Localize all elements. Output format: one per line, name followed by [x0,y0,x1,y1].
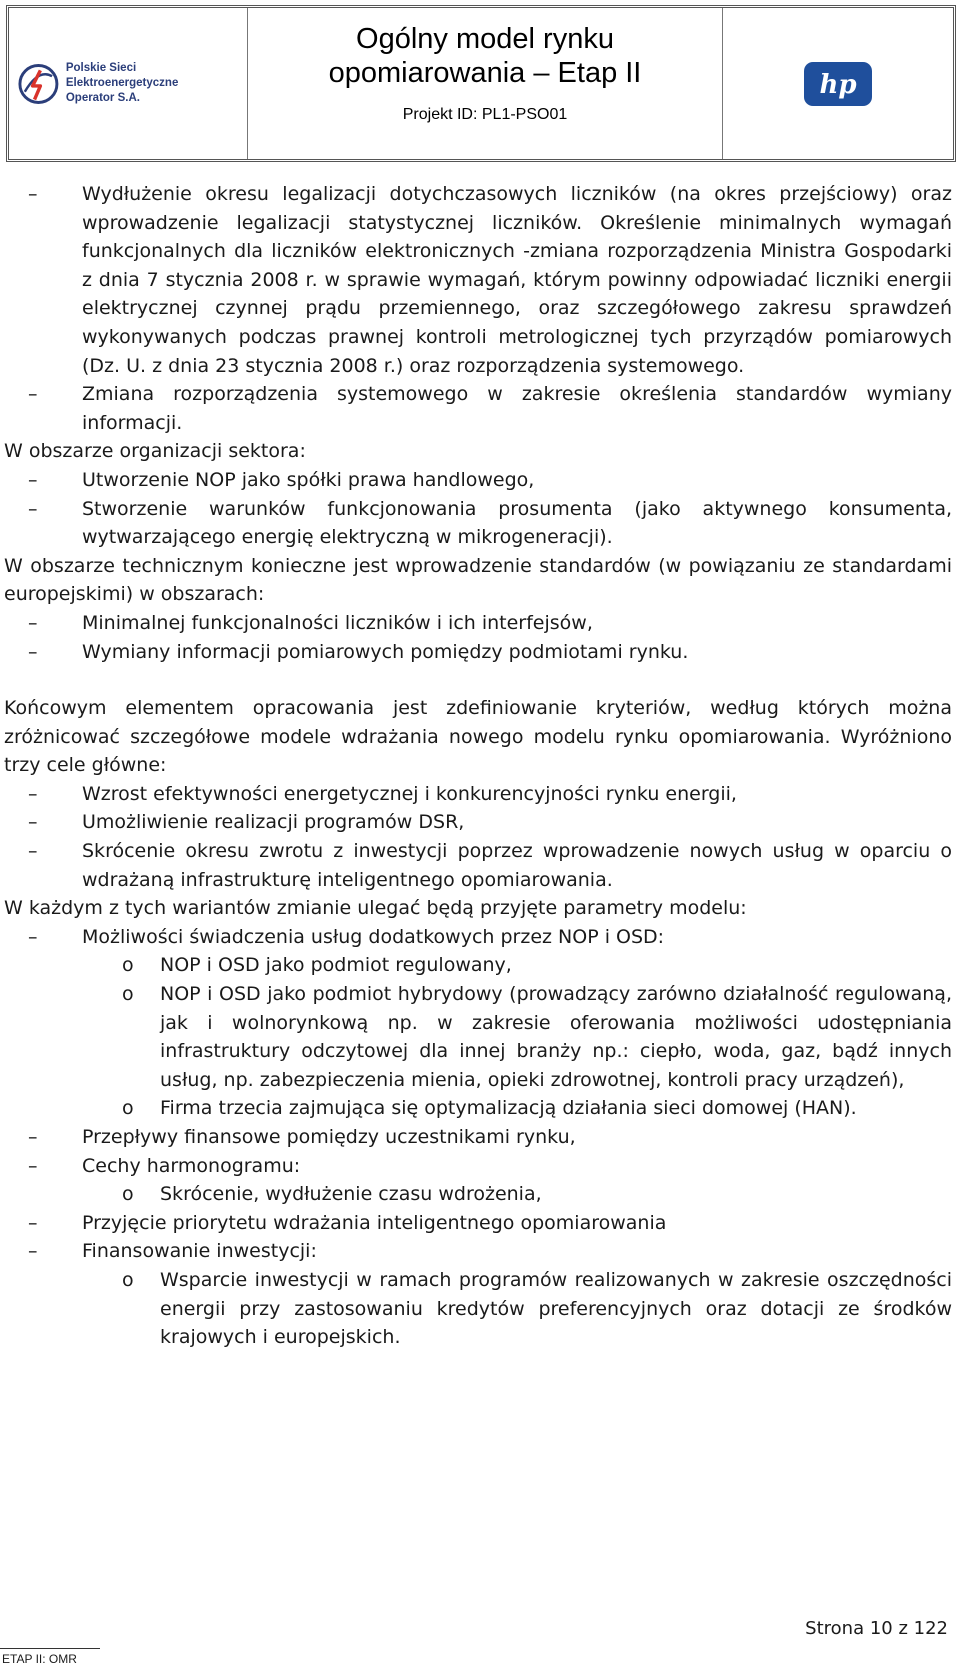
pse-logo-cell [9,8,248,159]
dash-bullet: – [28,840,38,863]
circle-bullet: o [122,1183,134,1206]
footer-label: ETAP II: OMR [2,1652,77,1666]
dash-bullet: – [28,640,38,663]
list-item-text: Minimalnej funkcjonalności liczników i ich interfejsów, [82,611,593,634]
list-item [4,1237,952,1266]
list-item [4,380,952,437]
list-item [4,780,952,809]
page-number: Strona 10 z 122 [805,1618,948,1639]
org-name-line1: Polskie Sieci Elektroenergetyczne [65,62,179,89]
list-item-text: Wydłużenie okresu legalizacji dotychczasowych liczników (na okres przejściowy) oraz wprowadzenie legalizacji statystycznej liczników. Określenie minimalnych wymagań funkcjonalnych dla liczników elektronicznych -zmiana rozporządzenia Ministra Gospodarki z dnia 7 stycznia 2008 r. w sprawie wymagań, którym powinny odpowiadać liczniki energii elektrycznej czynnej prądu przemiennego, oraz szczegółowego zakresu sprawdzeń wykonywanych podczas prawnej kontroli metrologicznej tych przyrządów pomiarowych (Dz. U. z dnia 23 stycznia 2008 r.) oraz rozporządzenia systemowego. [82,183,952,377]
dash-bullet: – [28,1211,38,1234]
title-line1: Ogólny model rynku [356,23,614,55]
sub-list-item-text: NOP i OSD jako podmiot hybrydowy (prowadzący zarówno działalność regulowaną, jak i wolnorynkową np. w zakresie oferowania możliwości udostępniania infrastruktury odczytowej dla innej branży np.: ciepło, woda, gaz, bądź innych usług, np. zabezpieczenia mienia, opieki zdrowotnej, kontroli pracy urządzeń), [160,983,952,1091]
list-item [4,808,952,837]
list-item-text: Przyjęcie priorytetu wdrażania inteligentnego opomiarowania [82,1211,667,1234]
circle-bullet: o [122,954,134,977]
list-item-text: Wymiany informacji pomiarowych pomiędzy podmiotami rynku. [82,640,689,663]
dash-bullet: – [28,183,38,205]
list-item-text: Wzrost efektywności energetycznej i konkurencyjności rynku energii, [82,782,737,805]
page-header [6,5,956,162]
document-title-cell [248,8,723,159]
project-id: Projekt ID: PL1-PSO01 [402,106,568,123]
paragraph: W każdym z tych wariantów zmianie ulegać będą przyjęte parametry modelu: [4,897,747,920]
dash-bullet: – [28,811,38,834]
list-item-text: Umożliwienie realizacji programów DSR, [82,811,465,834]
pse-emblem-icon [17,62,60,106]
sub-list-item-text: Wsparcie inwestycji w ramach programów realizowanych w zakresie oszczędności energii przy zastosowaniu kredytów preferencyjnych oraz dotacji ze środków krajowych i europejskich. [160,1268,952,1349]
pse-logo [17,61,247,106]
list-item [4,923,952,952]
list-item [4,180,952,380]
paragraph: W obszarze technicznym konieczne jest wprowadzenie standardów (w powiązaniu ze standardami europejskimi) w obszarach: [4,554,952,606]
circle-bullet: o [122,1268,134,1291]
paragraph: W obszarze organizacji sektora: [4,440,306,463]
dash-bullet: – [28,497,38,520]
dash-bullet: – [28,1240,38,1263]
sub-list-item [4,980,952,1094]
dash-bullet: – [28,1154,38,1177]
dash-bullet: – [28,1126,38,1148]
list-item-text: Możliwości świadczenia usług dodatkowych przez NOP i OSD: [82,925,665,948]
circle-bullet: o [122,1097,134,1120]
hp-logo-cell [723,8,953,159]
org-name-line2: Operator S.A. [65,92,140,104]
dash-bullet: – [28,925,38,948]
list-item-text: Utworzenie NOP jako spółki prawa handlowego, [82,468,535,491]
sub-list-item [4,951,952,980]
dash-bullet: – [28,782,38,805]
pse-logo-text [66,61,247,106]
list-item-text: Finansowanie inwestycji: [82,1240,317,1263]
sub-list-item [4,1094,952,1123]
list-item-text: Zmiana rozporządzenia systemowego w zakresie określenia standardów wymiany informacji. [82,383,952,434]
sub-list-item [4,1180,952,1209]
hp-logo-text: hp [819,69,857,100]
dash-bullet: – [28,383,38,406]
list-item [4,466,952,495]
list-item-text: Skrócenie okresu zwrotu z inwestycji poprzez wprowadzenie nowych usług w oparciu o wdrażaną infrastrukturę inteligentnego opomiarowania. [82,840,952,891]
list-item-text: Cechy harmonogramu: [82,1154,301,1177]
sub-list-item-text: Skrócenie, wydłużenie czasu wdrożenia, [160,1183,542,1206]
list-item-text: Przepływy finansowe pomiędzy uczestnikami rynku, [82,1126,576,1148]
list-item [4,1152,952,1181]
list-item [4,837,952,894]
list-item [4,495,952,552]
spacer [4,666,952,694]
circle-bullet: o [122,983,134,1006]
list-item-text: Stworzenie warunków funkcjonowania prosumenta (jako aktywnego konsumenta, wytwarzającego energię elektryczną w mikrogeneracji). [82,497,952,549]
list-item [4,609,952,638]
list-item [4,1123,952,1152]
title-line2: opomiarowania – Etap II [328,57,642,89]
document-body [4,180,952,1352]
sub-list-item-text: Firma trzecia zajmująca się optymalizacją działania sieci domowej (HAN). [160,1097,857,1120]
sub-list-item-text: NOP i OSD jako podmiot regulowany, [160,954,512,977]
sub-list-item [4,1266,952,1352]
footer-divider [0,1648,100,1649]
document-title [248,22,722,90]
dash-bullet: – [28,468,38,491]
dash-bullet: – [28,611,38,634]
hp-logo [803,61,873,107]
paragraph: Końcowym elementem opracowania jest zdefiniowanie kryteriów, według których można zróżnicować szczegółowe modele wdrażania nowego modelu rynku opomiarowania. Wyróżniono trzy cele główne: [4,697,952,777]
list-item [4,1209,952,1238]
list-item [4,638,952,667]
